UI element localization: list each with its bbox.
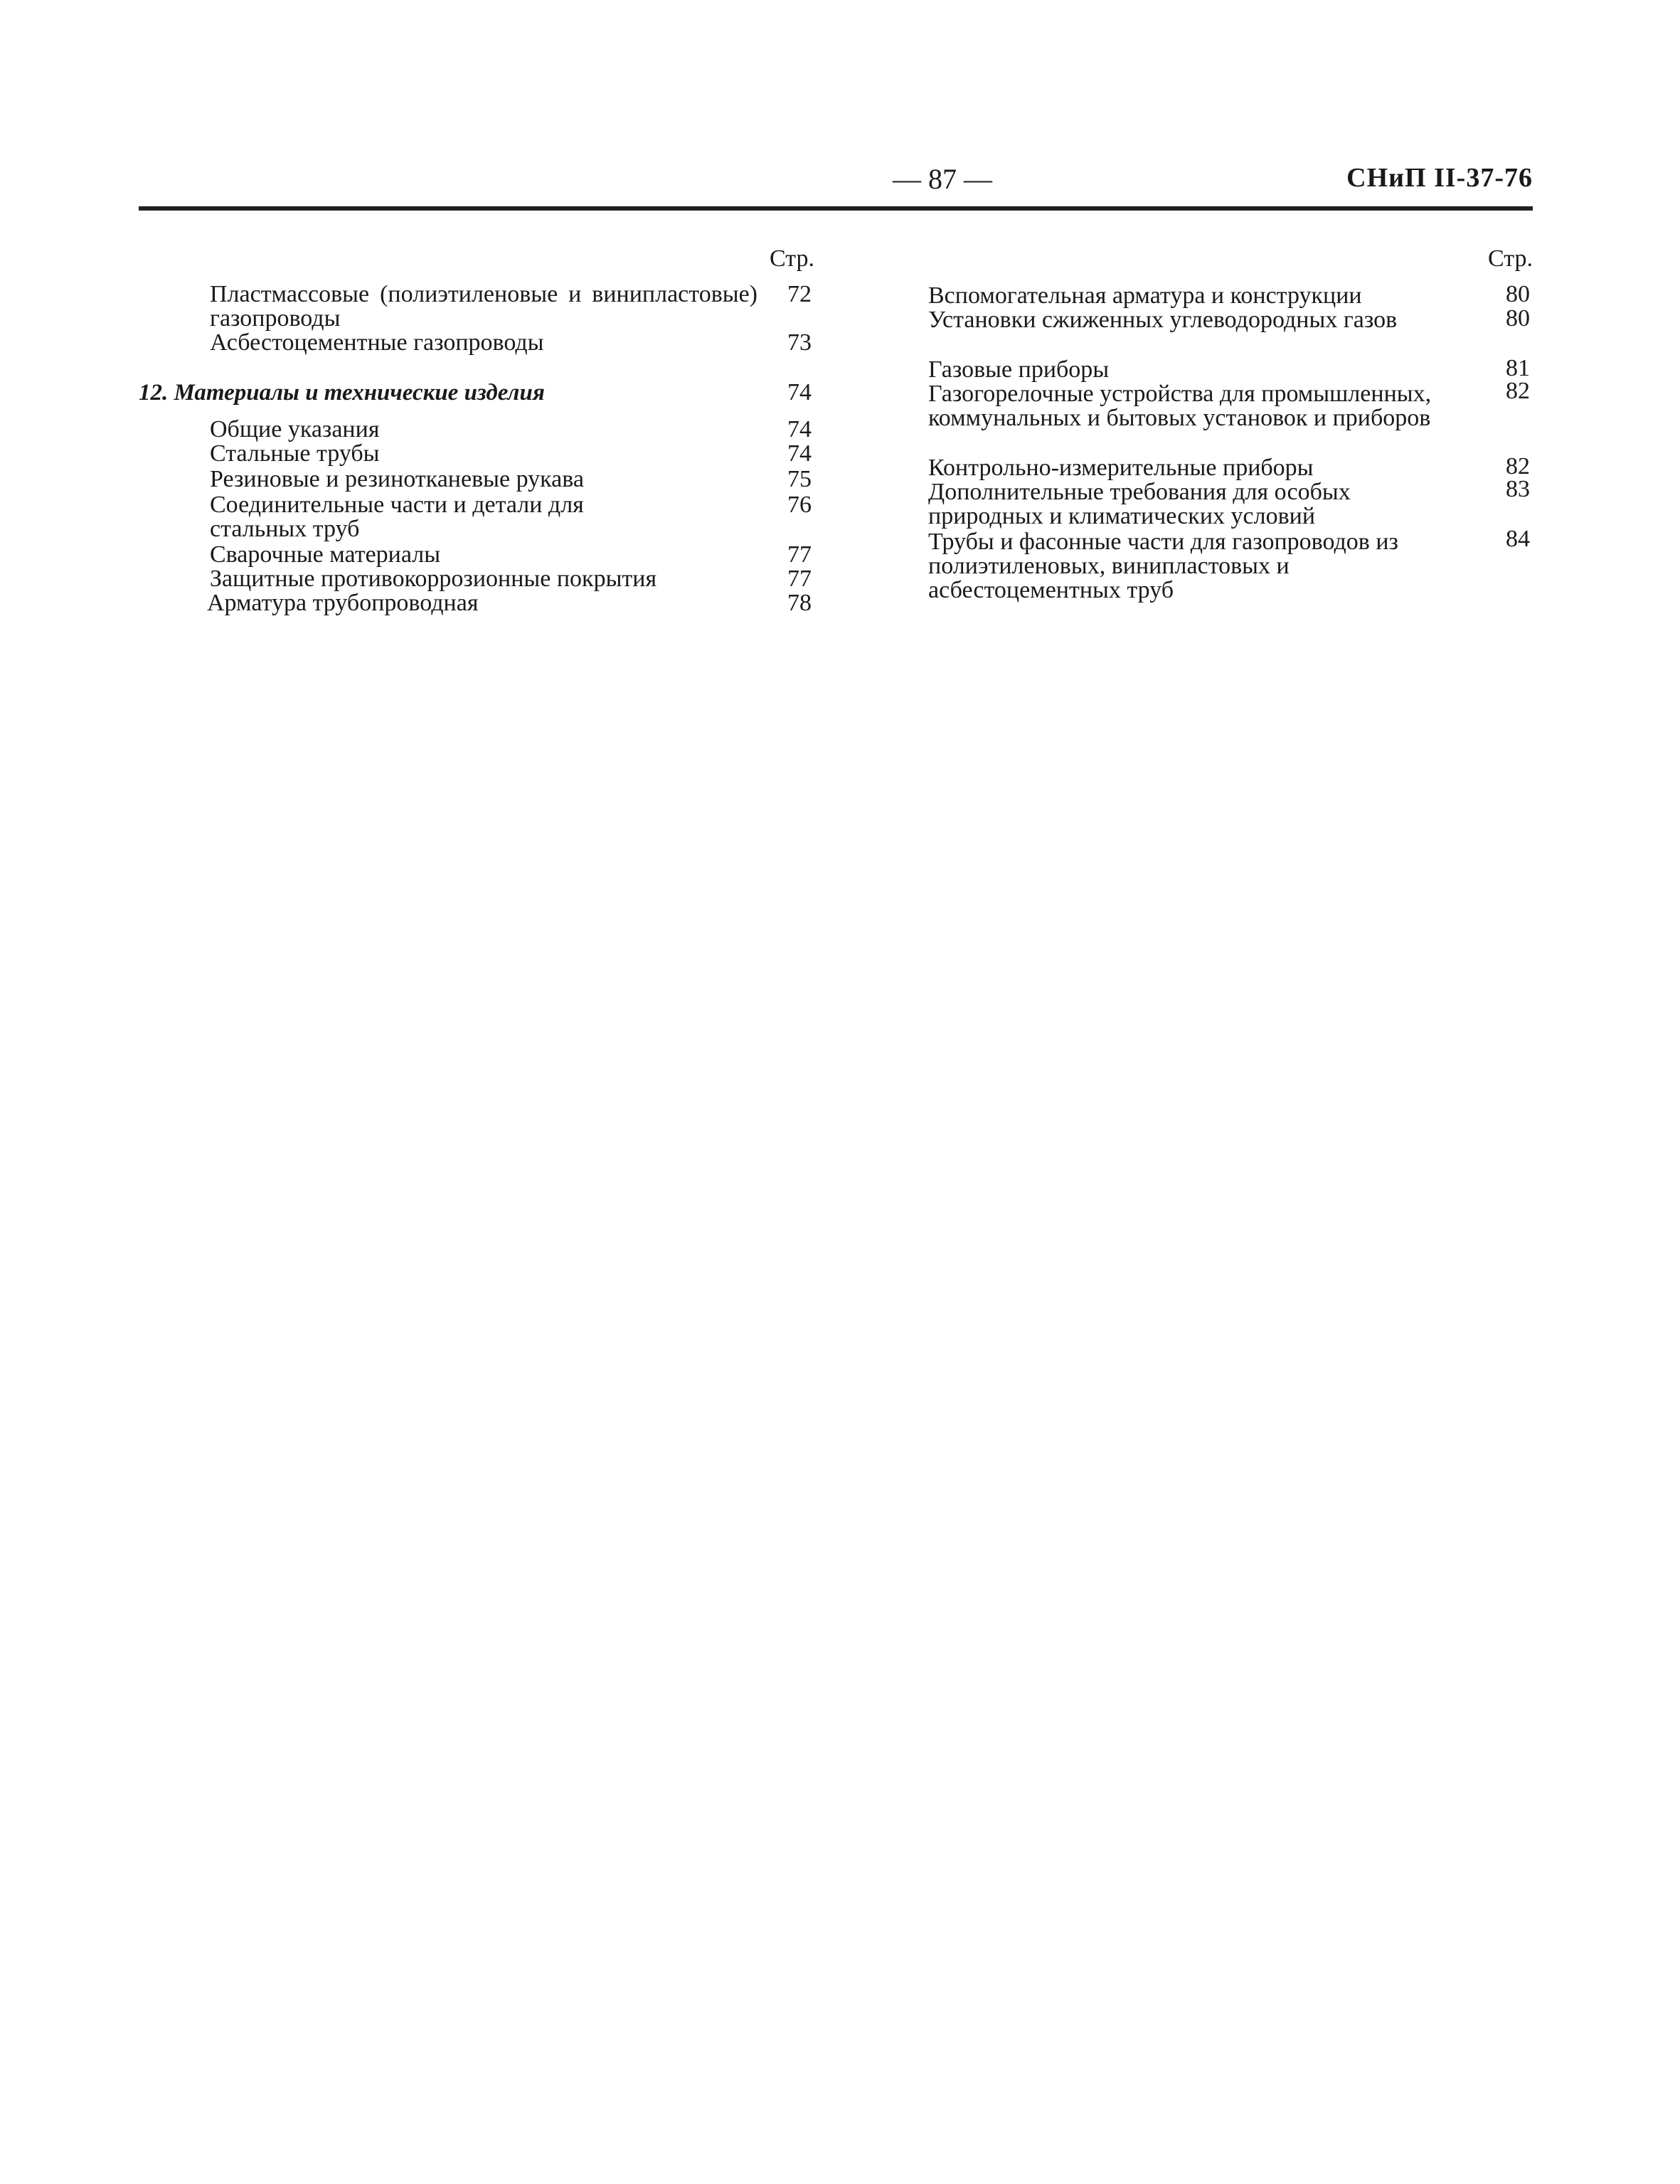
- page-number: — 87 —: [893, 163, 992, 195]
- toc-entry-text: Дополнительные требования для особых природных и климатических условий: [928, 479, 1351, 529]
- toc-entry-text: Общие указания: [210, 416, 380, 442]
- toc-entry-text: Вспомогательная арматура и конструкции: [928, 282, 1362, 309]
- toc-entry-text: Контрольно-измерительные приборы: [928, 455, 1314, 481]
- toc-entry-page: 84: [1506, 526, 1530, 552]
- page-header: [139, 162, 1533, 205]
- toc-entry-page: 73: [787, 329, 812, 356]
- toc-entry: [210, 442, 757, 466]
- toc-entry-text: Пластмассовые (полиэтиленовые и винипластовые) газопроводы: [210, 281, 757, 332]
- toc-entry: [928, 530, 1455, 603]
- toc-entry-page: 77: [787, 541, 812, 568]
- toc-entry-text: Газовые приборы: [928, 356, 1110, 383]
- toc-entry: [210, 331, 757, 355]
- header-rule: [139, 206, 1533, 211]
- toc-entry-text: Соединительные части и детали для стальных труб: [210, 492, 584, 542]
- page-column-label: Стр.: [769, 245, 814, 272]
- toc-entry: [210, 282, 757, 331]
- page-column-label: Стр.: [1487, 245, 1533, 272]
- toc-entry-page: 83: [1506, 476, 1530, 502]
- toc-entry-text: Асбестоцементные газопроводы: [210, 329, 544, 356]
- toc-entry-page: 78: [787, 590, 812, 616]
- toc-entry: [207, 591, 755, 615]
- toc-entry: [210, 493, 665, 541]
- toc-entry-text: Арматура трубопроводная: [207, 590, 479, 616]
- toc-entry-page: 74: [787, 440, 812, 467]
- toc-entry: [210, 467, 757, 492]
- toc-left-column: [139, 245, 814, 644]
- toc-entry-text: Сварочные материалы: [210, 541, 441, 568]
- toc-entry: [210, 567, 757, 591]
- toc-entry: [928, 308, 1405, 332]
- toc-entry-page: 82: [1506, 453, 1530, 479]
- toc-entry: [928, 456, 1455, 480]
- toc-right-column: [928, 245, 1533, 644]
- toc-entry-text: Установки сжиженных углеводородных газов: [928, 307, 1398, 333]
- toc-entry-text: Газогорелочные устройства для промышленных, коммунальных и бытовых установок и приборов: [928, 381, 1432, 431]
- toc-entry-page: 72: [787, 281, 812, 307]
- toc-entry: [210, 543, 757, 567]
- toc-entry-page: 76: [787, 492, 812, 518]
- toc-entry: [928, 284, 1455, 308]
- toc-entry-page: 77: [787, 566, 812, 592]
- toc-entry-text: Резиновые и резинотканевые рукава: [210, 466, 584, 492]
- toc-section-title: 12. Материалы и технические изделия: [139, 380, 545, 405]
- toc-entry: [928, 358, 1455, 382]
- toc-entry-text: Защитные противокоррозионные покрытия: [210, 566, 657, 592]
- toc-entry-page: 75: [787, 466, 812, 492]
- toc-entry: [928, 480, 1455, 529]
- toc-entry: [210, 418, 757, 442]
- toc-entry-page: 81: [1506, 355, 1530, 381]
- toc-entry-page: 74: [787, 379, 812, 405]
- toc-entry-page: 82: [1506, 378, 1530, 404]
- toc-entry-text: Стальные трубы: [210, 440, 380, 467]
- toc-entry-page: 80: [1506, 305, 1530, 332]
- toc-entry-text: Трубы и фасонные части для газопроводов из полиэтиленовых, винипластовых и асбестоцементных труб: [928, 529, 1398, 603]
- toc-entry-page: 74: [787, 416, 812, 442]
- document-code: СНиП II-37-76: [1346, 163, 1533, 193]
- toc-entry: [928, 382, 1455, 430]
- toc-entry-page: 80: [1506, 281, 1530, 307]
- toc-section: [139, 381, 757, 405]
